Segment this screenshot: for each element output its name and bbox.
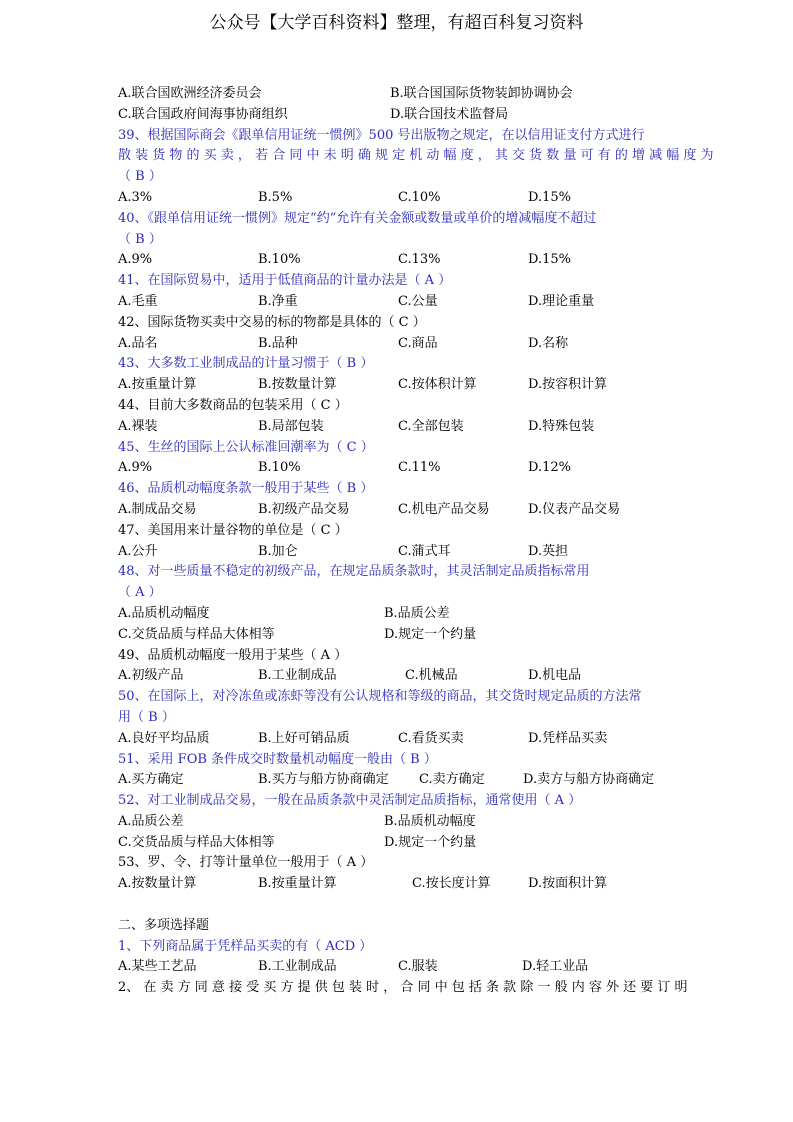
option: D.名称 [528,335,569,351]
option: D.英担 [528,543,569,559]
option: C.看货买卖 [398,730,464,746]
question-text-highlighted: 51、采用 FOB 条件成交时数量机动幅度一般由（ B ） [118,751,437,767]
option: A.买方确定 [118,772,184,788]
option: A.制成品交易 [118,501,197,517]
question-text-highlighted: 48、对一些质量不稳定的初级产品，在规定品质条款时，其灵活制定品质指标常用 [118,564,590,580]
option: A.品质机动幅度 [118,605,210,621]
option: A.品名 [118,335,158,351]
option: A.9% [118,252,153,268]
option-row [118,770,678,791]
option: C.交货品质与样品大体相等 [118,626,275,642]
option: A.良好平均品质 [118,730,210,746]
option: D.规定一个约量 [384,834,477,850]
question-text-highlighted: 1、下列商品属于凭样品买卖的有（ ACD ） [118,938,373,954]
option: A.3% [118,189,153,205]
question-text-highlighted: 52、对工业制成品交易，一般在品质条款中灵活制定品质指标，通常使用（ A ） [118,793,582,809]
option: D.规定一个约量 [384,626,477,642]
question-text-highlighted: 散 装 货 物 的 买 卖 ， 若 合 同 中 未 明 确 规 定 机 动 幅 度 ， 其 交 货 数 量 可 有 的 增 减 幅 度 为 [118,148,714,164]
option: D.12% [528,460,571,476]
option: A.品质公差 [118,813,184,829]
question-text-highlighted: （ B ） [118,169,162,185]
option-row [118,666,678,687]
option: B.工业制成品 [258,959,337,975]
option: B.局部包装 [258,418,324,434]
question-text-highlighted: 40、《跟单信用证统一惯例》规定“约”允许有关金额或数量或单价的增减幅度不超过 [118,210,597,226]
option: C.公量 [398,293,438,309]
option: C.蒲式耳 [398,543,451,559]
option: D.机电品 [528,668,582,684]
question-text: 49、品质机动幅度一般用于某些（ A ） [118,647,348,663]
option: D.卖方与船方协商确定 [523,772,655,788]
option: B.联合国国际货物装卸协调协会 [390,86,573,101]
question-text-highlighted: 43、大多数工业制成品的计量习惯于（ B ） [118,356,374,372]
option-row [118,874,678,895]
option: C.按长度计算 [412,876,491,892]
question-text: 53、罗、令、打等计量单位一般用于（ A ） [118,855,374,871]
option: C.11% [398,460,441,476]
spacer [118,895,678,916]
option-row [118,957,678,978]
option: A.按重量计算 [118,377,197,393]
question-text-highlighted: 39、根据国际商会《跟单信用证统一惯例》500 号出版物之规定，在以信用证支付方式进行 [118,127,645,143]
option: C.机械品 [405,668,458,684]
question-text-highlighted: 50、在国际上，对冷冻鱼或冻虾等没有公认规格和等级的商品，其交货时规定品质的方法常 [118,689,642,705]
question-text-highlighted: 46、品质机动幅度条款一般用于某些（ B ） [118,481,374,497]
question-text-highlighted: 45、生丝的国际上公认标准回潮率为（ C ） [118,439,374,455]
option: A.某些工艺品 [118,959,197,975]
option: A.初级产品 [118,668,184,684]
option: A.裸装 [118,418,158,434]
option: B.5% [258,189,293,205]
page-header: 公众号【大学百科资料】整理，有超百科复习资料 [209,13,584,33]
question-text: 42、国际货物买卖中交易的标的物都是具体的（ C ） [118,314,426,330]
question-text: 44、目前大多数商品的包装采用（ C ） [118,397,348,413]
option: C.商品 [398,335,438,351]
option: D.15% [528,252,571,268]
option: B.按重量计算 [258,876,337,892]
option: C.交货品质与样品大体相等 [118,834,275,850]
option-row [118,188,678,209]
option: C.机电产品交易 [398,501,490,517]
option: D.特殊包装 [528,418,595,434]
option: B.买方与船方协商确定 [258,772,389,788]
option-row [118,105,678,126]
option-row [118,84,678,105]
option: B.净重 [258,293,298,309]
option: A.毛重 [118,293,158,309]
option-row [118,812,678,833]
option: B.品质公差 [384,605,450,621]
option-row [118,458,678,479]
option: A.公升 [118,543,158,559]
option: D.15% [528,189,571,205]
option-row [118,625,678,646]
option: B.品种 [258,335,298,351]
option: D.轻工业品 [522,959,589,975]
question-text-highlighted: （ A ） [118,585,162,601]
question-text-highlighted: 用（ B ） [118,709,175,725]
option-row [118,604,678,625]
option-row [118,375,678,396]
option: A.联合国欧洲经济委员会 [118,86,262,101]
option: A.9% [118,460,153,476]
option-row [118,500,678,521]
option: C.按体积计算 [398,377,477,393]
option: B.品质机动幅度 [384,813,476,829]
question-text: 47、美国用来计量谷物的单位是（ C ） [118,522,348,538]
option: C.13% [398,252,441,268]
option: B.初级产品交易 [258,501,350,517]
option-row [118,729,678,750]
option: D.仪表产品交易 [528,501,621,517]
option-row [118,292,678,313]
question-text: 二、多项选择题 [118,917,210,933]
option: C.卖方确定 [419,772,485,788]
option-row [118,833,678,854]
option: B.按数量计算 [258,377,337,393]
question-text: 2、 在 卖 方 同 意 接 受 买 方 提 供 包 装 时 ， 合 同 中 包 括 条 款 除 一 般 内 容 外 还 要 订 明 [118,980,688,996]
option: D.理论重量 [528,293,595,309]
option-row [118,334,678,355]
option: D.凭样品买卖 [528,730,608,746]
question-text-highlighted: 41、在国际贸易中，适用于低值商品的计量办法是（ A ） [118,273,452,289]
option: C.服装 [398,959,438,975]
option: C.10% [398,189,441,205]
question-text-highlighted: （ B ） [118,231,162,247]
option: C.联合国政府间海事协商组织 [118,106,288,122]
option-row [118,250,678,271]
option: C.全部包装 [398,418,464,434]
option-row [118,417,678,438]
option-row [118,542,678,563]
option: B.上好可销品质 [258,730,350,746]
option: A.按数量计算 [118,876,197,892]
option: B.10% [258,460,301,476]
option: B.工业制成品 [258,668,337,684]
option: D.按面积计算 [528,876,608,892]
option: D.按容积计算 [528,377,608,393]
option: B.10% [258,252,301,268]
option: D.联合国技术监督局 [390,106,509,122]
question-list [118,84,714,999]
option: B.加仑 [258,543,298,559]
